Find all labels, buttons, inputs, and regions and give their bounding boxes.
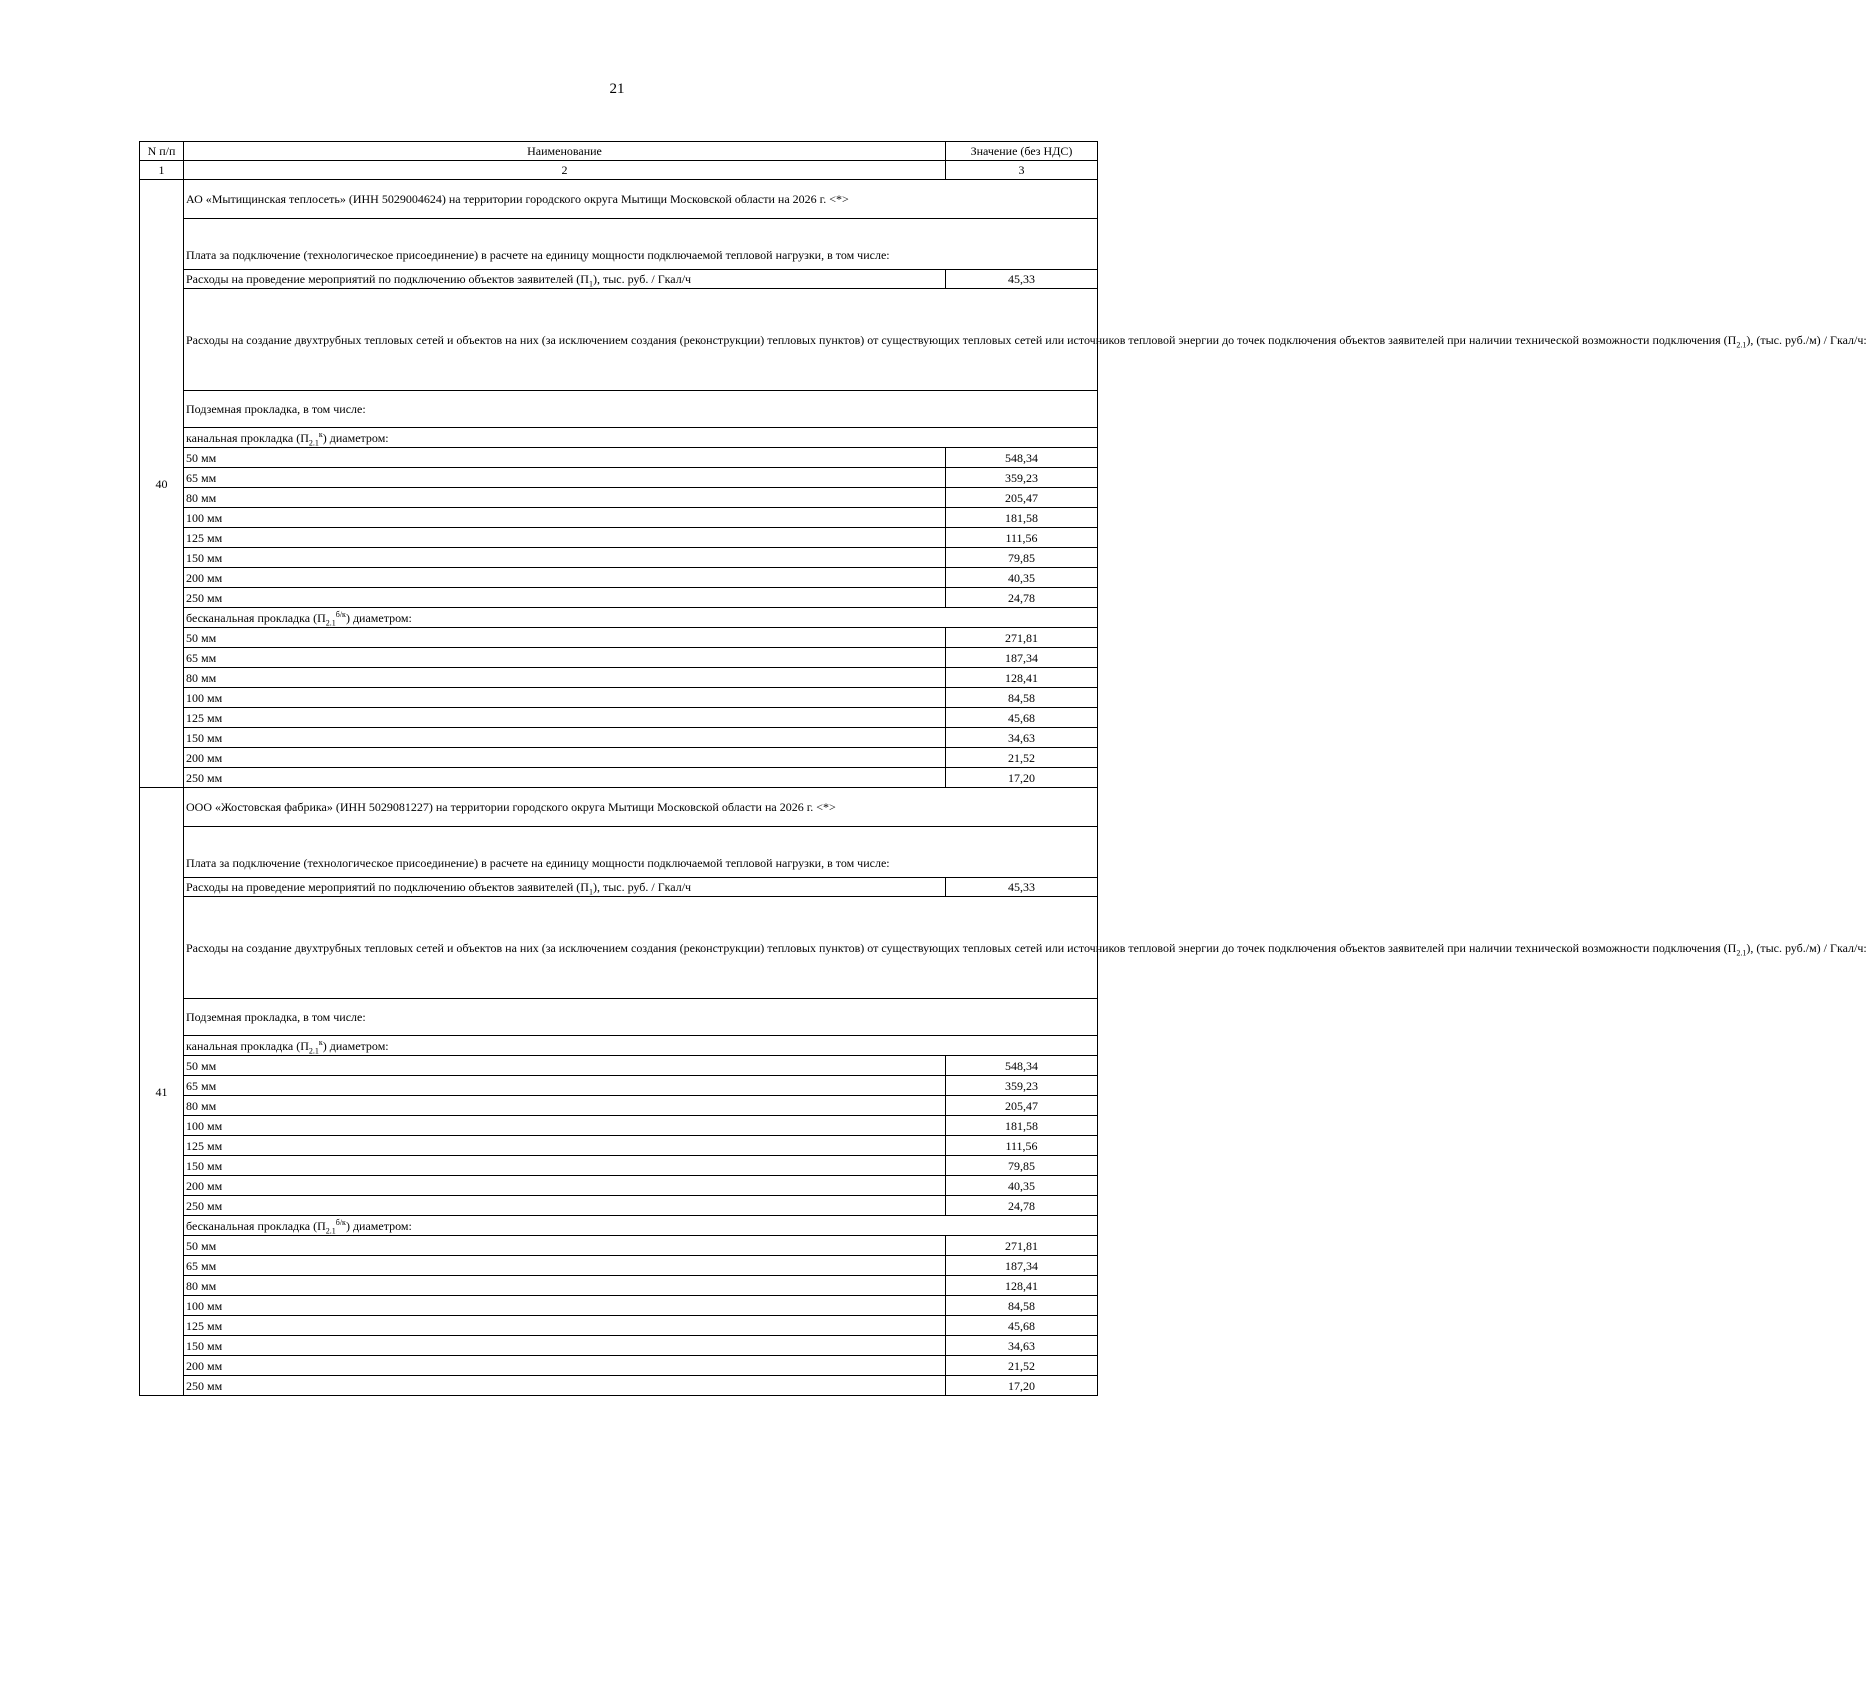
channel-subscript: 2.1 (308, 437, 319, 447)
diameter-value: 181,58 (946, 508, 1098, 528)
table-row (140, 1256, 1098, 1276)
underground-row (140, 999, 1098, 1036)
diameter-value: 205,47 (946, 1096, 1098, 1116)
diameter-value: 21,52 (946, 748, 1098, 768)
channel-label (184, 1036, 1098, 1056)
diameter-label: 125 мм (184, 1316, 946, 1336)
underground-label: Подземная прокладка, в том числе: (184, 391, 1098, 428)
diameter-label: 200 мм (184, 568, 946, 588)
payment-text (184, 827, 1098, 878)
channel-text: канальная прокладка (П (186, 430, 309, 445)
expense2-text: Расходы на создание двухтрубных тепловых сетей и объектов на них (за исключением создания (реконструкции) тепловых пунктов) от существующих тепловых сетей или источников тепловой энергии до точек подключения объектов заявителей при наличии технической возможности подключения (П (186, 940, 1737, 955)
diameter-label: 80 мм (184, 668, 946, 688)
diameter-value: 17,20 (946, 1376, 1098, 1396)
expense1-tail: ), тыс. руб. / Гкал/ч (592, 880, 692, 894)
header-index-3: 3 (946, 161, 1098, 180)
diameter-value: 128,41 (946, 668, 1098, 688)
diameter-label: 65 мм (184, 468, 946, 488)
diameter-label: 125 мм (184, 528, 946, 548)
expense2-row (140, 289, 1098, 391)
table-row (140, 768, 1098, 788)
diameter-label: 100 мм (184, 688, 946, 708)
diameter-value: 34,63 (946, 728, 1098, 748)
header-num: N п/п (140, 142, 184, 161)
channel-tail: ) диаметром: (322, 1038, 389, 1053)
diameter-value: 24,78 (946, 588, 1098, 608)
channel-tail: ) диаметром: (322, 430, 389, 445)
channel-label (184, 428, 1098, 448)
expense2-row (140, 897, 1098, 999)
payment-text (184, 219, 1098, 270)
table-row (140, 728, 1098, 748)
table-row (140, 668, 1098, 688)
diameter-value: 111,56 (946, 1136, 1098, 1156)
expense1-subscript: 1 (588, 887, 593, 897)
diameter-value: 79,85 (946, 1156, 1098, 1176)
expense1-subscript: 1 (588, 279, 593, 289)
diameter-label: 80 мм (184, 1276, 946, 1296)
expense2-label (184, 289, 1867, 391)
table-row (140, 1156, 1098, 1176)
nochannel-text: бесканальная прокладка (П (186, 610, 326, 625)
diameter-value: 111,56 (946, 528, 1098, 548)
diameter-value: 271,81 (946, 628, 1098, 648)
expense2-tail: ), (тыс. руб./м) / Гкал/ч: (1746, 332, 1867, 347)
expense2-text: Расходы на создание двухтрубных тепловых сетей и объектов на них (за исключением создания (реконструкции) тепловых пунктов) от существующих тепловых сетей или источников тепловой энергии до точек подключения объектов заявителей при наличии технической возможности подключения (П (186, 332, 1737, 347)
diameter-label: 200 мм (184, 1176, 946, 1196)
page-number: 21 (609, 81, 625, 97)
diameter-label: 50 мм (184, 1056, 946, 1076)
table-row (140, 1136, 1098, 1156)
channel-superscript: к (318, 429, 323, 439)
diameter-value: 40,35 (946, 1176, 1098, 1196)
diameter-value: 79,85 (946, 548, 1098, 568)
diameter-label: 250 мм (184, 768, 946, 788)
table-row (140, 1076, 1098, 1096)
diameter-label: 200 мм (184, 748, 946, 768)
table-row (140, 488, 1098, 508)
expense1-tail: ), тыс. руб. / Гкал/ч (592, 272, 692, 286)
expense2-subscript: 2.1 (1736, 339, 1747, 349)
diameter-label: 150 мм (184, 548, 946, 568)
table-row (140, 628, 1098, 648)
table-row (140, 1316, 1098, 1336)
table-row (140, 1336, 1098, 1356)
expense1-row (140, 270, 1098, 289)
diameter-label: 150 мм (184, 1336, 946, 1356)
header-index-1: 1 (140, 161, 184, 180)
table-row (140, 1116, 1098, 1136)
header-row (140, 142, 1098, 161)
payment-label: Плата за подключение (технологическое присоединение) в расчете на единицу мощности подключаемой тепловой нагрузки, в том числе: (186, 856, 890, 870)
diameter-value: 548,34 (946, 448, 1098, 468)
diameter-label: 50 мм (184, 448, 946, 468)
diameter-value: 271,81 (946, 1236, 1098, 1256)
diameter-label: 80 мм (184, 488, 946, 508)
diameter-label: 100 мм (184, 508, 946, 528)
section-org-row (140, 180, 1098, 219)
diameter-label: 250 мм (184, 1376, 946, 1396)
nochannel-subscript: 2.1 (325, 617, 336, 627)
payment-label: Плата за подключение (технологическое присоединение) в расчете на единицу мощности подключаемой тепловой нагрузки, в том числе: (186, 248, 890, 262)
header-index-row (140, 161, 1098, 180)
nochannel-label (184, 608, 1098, 628)
diameter-value: 84,58 (946, 1296, 1098, 1316)
diameter-label: 65 мм (184, 648, 946, 668)
expense2-tail: ), (тыс. руб./м) / Гкал/ч: (1746, 940, 1867, 955)
nochannel-text: бесканальная прокладка (П (186, 1218, 326, 1233)
expense2-subscript: 2.1 (1736, 947, 1747, 957)
expense1-value: 45,33 (946, 270, 1098, 289)
diameter-label: 65 мм (184, 1256, 946, 1276)
diameter-label: 200 мм (184, 1356, 946, 1376)
section-org-row (140, 788, 1098, 827)
expense1-text: Расходы на проведение мероприятий по подключению объектов заявителей (П (186, 272, 589, 286)
diameter-label: 150 мм (184, 1156, 946, 1176)
expense1-text: Расходы на проведение мероприятий по подключению объектов заявителей (П (186, 880, 589, 894)
channel-subscript: 2.1 (308, 1045, 319, 1055)
diameter-value: 45,68 (946, 708, 1098, 728)
table-row (140, 448, 1098, 468)
org-name: АО «Мытищинская теплосеть» (ИНН 5029004624) на территории городского округа Мытищи Московской области на 2026 г. <*> (184, 180, 1098, 219)
diameter-value: 359,23 (946, 468, 1098, 488)
diameter-value: 128,41 (946, 1276, 1098, 1296)
section-number: 40 (140, 180, 184, 788)
channel-header-row (140, 1036, 1098, 1056)
table-row (140, 568, 1098, 588)
table-row (140, 1056, 1098, 1076)
nochannel-header-row (140, 608, 1098, 628)
payment-row (140, 219, 1098, 270)
table-row (140, 1356, 1098, 1376)
diameter-value: 34,63 (946, 1336, 1098, 1356)
nochannel-superscript: б/к (335, 609, 346, 619)
diameter-label: 80 мм (184, 1096, 946, 1116)
expense2-label (184, 897, 1867, 999)
nochannel-header-row (140, 1216, 1098, 1236)
tariff-table-body (140, 142, 1867, 1396)
table-row (140, 1096, 1098, 1116)
diameter-label: 50 мм (184, 1236, 946, 1256)
diameter-value: 187,34 (946, 648, 1098, 668)
diameter-label: 125 мм (184, 1136, 946, 1156)
table-row (140, 528, 1098, 548)
expense1-value: 45,33 (946, 878, 1098, 897)
diameter-value: 21,52 (946, 1356, 1098, 1376)
table-row (140, 1236, 1098, 1256)
table-row (140, 508, 1098, 528)
nochannel-superscript: б/к (335, 1217, 346, 1227)
org-name: ООО «Жостовская фабрика» (ИНН 5029081227) на территории городского округа Мытищи Московской области на 2026 г. <*> (184, 788, 1098, 827)
underground-label: Подземная прокладка, в том числе: (184, 999, 1098, 1036)
nochannel-tail: ) диаметром: (345, 1218, 412, 1233)
table-row (140, 648, 1098, 668)
diameter-label: 100 мм (184, 1116, 946, 1136)
table-row (140, 1176, 1098, 1196)
tariff-table (139, 141, 1867, 1396)
diameter-label: 100 мм (184, 1296, 946, 1316)
diameter-label: 50 мм (184, 628, 946, 648)
section-number: 41 (140, 788, 184, 1396)
diameter-label: 250 мм (184, 1196, 946, 1216)
diameter-value: 40,35 (946, 568, 1098, 588)
underground-row (140, 391, 1098, 428)
diameter-value: 187,34 (946, 1256, 1098, 1276)
nochannel-label (184, 1216, 1098, 1236)
table-row (140, 468, 1098, 488)
table-row (140, 1376, 1098, 1396)
diameter-value: 205,47 (946, 488, 1098, 508)
table-row (140, 1276, 1098, 1296)
table-row (140, 1296, 1098, 1316)
diameter-label: 65 мм (184, 1076, 946, 1096)
table-row (140, 588, 1098, 608)
channel-superscript: к (318, 1037, 323, 1047)
nochannel-tail: ) диаметром: (345, 610, 412, 625)
diameter-value: 84,58 (946, 688, 1098, 708)
table-row (140, 708, 1098, 728)
table-row (140, 748, 1098, 768)
diameter-label: 125 мм (184, 708, 946, 728)
diameter-value: 548,34 (946, 1056, 1098, 1076)
diameter-value: 24,78 (946, 1196, 1098, 1216)
diameter-value: 181,58 (946, 1116, 1098, 1136)
channel-header-row (140, 428, 1098, 448)
expense1-label (184, 878, 946, 897)
diameter-label: 150 мм (184, 728, 946, 748)
diameter-value: 359,23 (946, 1076, 1098, 1096)
payment-row (140, 827, 1098, 878)
table-row (140, 548, 1098, 568)
tariff-table-container (139, 141, 1867, 1396)
nochannel-subscript: 2.1 (325, 1225, 336, 1235)
channel-text: канальная прокладка (П (186, 1038, 309, 1053)
table-row (140, 1196, 1098, 1216)
header-value: Значение (без НДС) (946, 142, 1098, 161)
diameter-label: 250 мм (184, 588, 946, 608)
expense1-label (184, 270, 946, 289)
diameter-value: 17,20 (946, 768, 1098, 788)
header-name: Наименование (184, 142, 946, 161)
table-row (140, 688, 1098, 708)
expense1-row (140, 878, 1098, 897)
header-index-2: 2 (184, 161, 946, 180)
diameter-value: 45,68 (946, 1316, 1098, 1336)
